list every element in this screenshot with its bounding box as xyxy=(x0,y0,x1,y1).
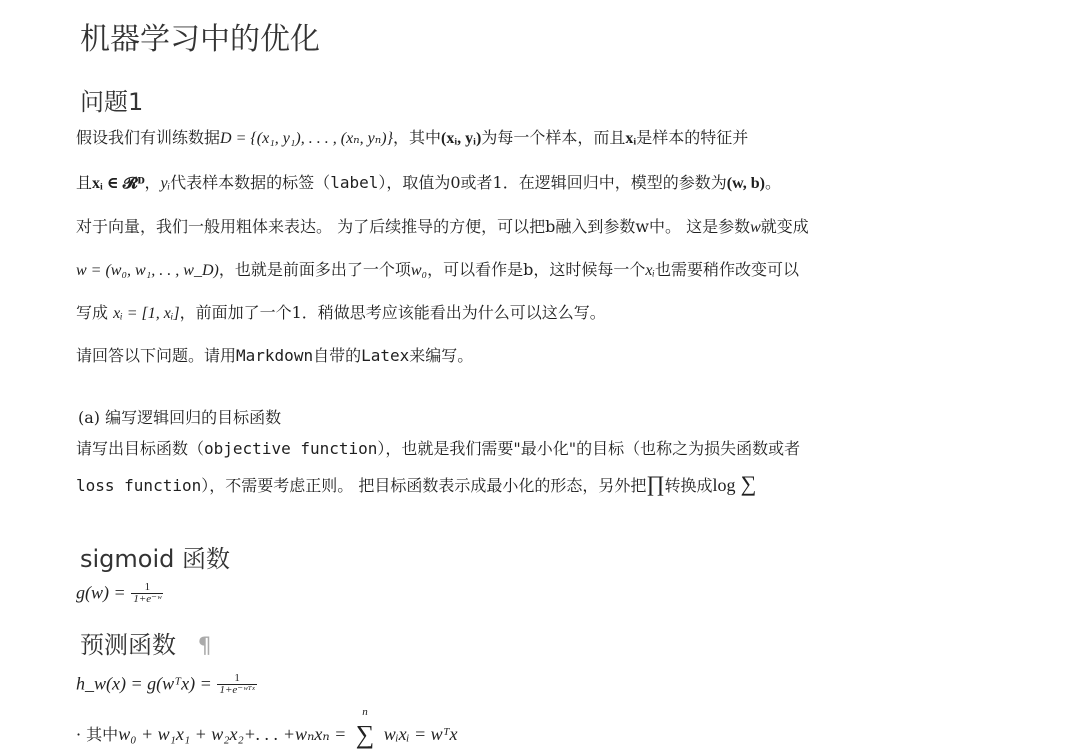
intro-line-3 xyxy=(76,214,809,237)
summation xyxy=(352,706,378,750)
math-sample: (xᵢ, yᵢ) xyxy=(441,130,482,147)
prod-symbol: ∏ xyxy=(646,471,665,496)
problem-heading: 问题1 xyxy=(80,88,144,116)
predict-heading xyxy=(80,625,212,660)
numerator: 1 xyxy=(217,673,256,685)
fraction xyxy=(217,673,256,696)
math-xi: xᵢ xyxy=(645,262,655,279)
sum-upper-limit: n xyxy=(362,706,368,718)
fraction xyxy=(131,582,163,605)
text: 代表样本数据的标签（ xyxy=(170,173,331,192)
math-w0: w₀ xyxy=(410,262,428,279)
part-a-label: (a) 编写逻辑回归的目标函数 xyxy=(78,408,282,427)
text: 是样本的特征并 xyxy=(636,128,749,147)
denominator: 1+e⁻ʷᵀˣ xyxy=(219,684,255,696)
math-yi: yᵢ xyxy=(160,175,171,192)
code-markdown: Markdown xyxy=(236,346,314,365)
intro-line-4 xyxy=(76,257,799,280)
sigmoid-formula xyxy=(76,582,163,605)
intro-line-1 xyxy=(76,125,748,148)
math-lhs: h_w(x) = g(wᵀx) = xyxy=(76,673,212,694)
text: 写成 xyxy=(76,303,114,322)
numerator: 1 xyxy=(131,582,163,594)
text: 。 xyxy=(764,173,781,192)
math-dot-product: wᵢxᵢ = wᵀx xyxy=(383,724,458,744)
text: 请回答以下问题。请用 xyxy=(76,346,237,365)
denominator: 1+e⁻ʷ xyxy=(133,593,162,605)
code-loss-function: loss function xyxy=(76,476,202,495)
math-linear-sum: w₀ + w₁x₁ + w₂x₂+. . . +wₙxₙ = xyxy=(118,724,347,744)
math-xi-in-rd: xᵢ ∈ 𝓡ᴰ xyxy=(92,175,145,192)
predict-formula xyxy=(76,673,257,696)
intro-line-6 xyxy=(76,343,473,366)
text: 为每一个样本，而且 xyxy=(481,128,626,147)
text: 转换成 xyxy=(664,476,713,495)
math-w-vector: w = (w₀, w₁, . . , w_D) xyxy=(76,262,219,279)
text: ，前面加了一个1．稍做思考应该能看出为什么可以这么写。 xyxy=(179,303,606,322)
math-params: (w, b) xyxy=(726,175,765,192)
text: 也需要稍作改变可以 xyxy=(654,260,799,279)
sigmoid-heading: sigmoid 函数 xyxy=(80,545,230,573)
intro-line-2 xyxy=(76,170,781,193)
intro-line-5 xyxy=(76,300,606,323)
text: 就变成 xyxy=(760,217,809,236)
text: ），也就是我们需要"最小化"的目标（也称之为损失函数或者 xyxy=(377,439,801,458)
text: · 其中 xyxy=(76,725,119,744)
heading-text: 预测函数 xyxy=(80,631,176,659)
math-dataset: D = {(x₁, y₁), . . . , (xₙ, yₙ)} xyxy=(220,130,393,147)
part-a-line-1 xyxy=(76,436,800,459)
text: ，其中 xyxy=(392,128,441,147)
text: 自带的 xyxy=(313,346,362,365)
text: ），取值为0或者1．在逻辑回归中，模型的参数为 xyxy=(378,173,727,192)
text: 请写出目标函数（ xyxy=(76,439,205,458)
code-latex: Latex xyxy=(361,346,410,365)
text: 对于向量，我们一般用粗体来表达。 为了后续推导的方便，可以把b融入到参数w中。 这是参数 xyxy=(76,217,751,236)
math-xi-augmented: xᵢ = [1, xᵢ] xyxy=(113,305,180,322)
sum-symbol: ∑ xyxy=(740,471,757,496)
math-lhs: g(w) = xyxy=(76,582,126,603)
code-label: label xyxy=(330,173,379,192)
math-xi: xᵢ xyxy=(625,130,637,147)
text: ），不需要考虑正则。 把目标函数表示成最小化的形态，另外把 xyxy=(201,476,647,495)
text: ，可以看作是b，这时候每一个 xyxy=(427,260,646,279)
page-title: 机器学习中的优化 xyxy=(80,22,320,57)
sum-symbol: ∑ xyxy=(355,720,375,749)
anchor-link[interactable]: ¶ xyxy=(197,634,212,659)
part-a-line-2 xyxy=(76,471,756,497)
predict-sum-line xyxy=(76,706,458,750)
code-objective-function: objective function xyxy=(204,439,378,458)
text: ，也就是前面多出了一个项 xyxy=(218,260,411,279)
text: 假设我们有训练数据 xyxy=(76,128,221,147)
text: 且 xyxy=(76,173,93,192)
text: 来编写。 xyxy=(409,346,474,365)
math-w: w xyxy=(750,219,761,236)
text: ， xyxy=(144,173,161,192)
math-log: log xyxy=(712,475,736,495)
